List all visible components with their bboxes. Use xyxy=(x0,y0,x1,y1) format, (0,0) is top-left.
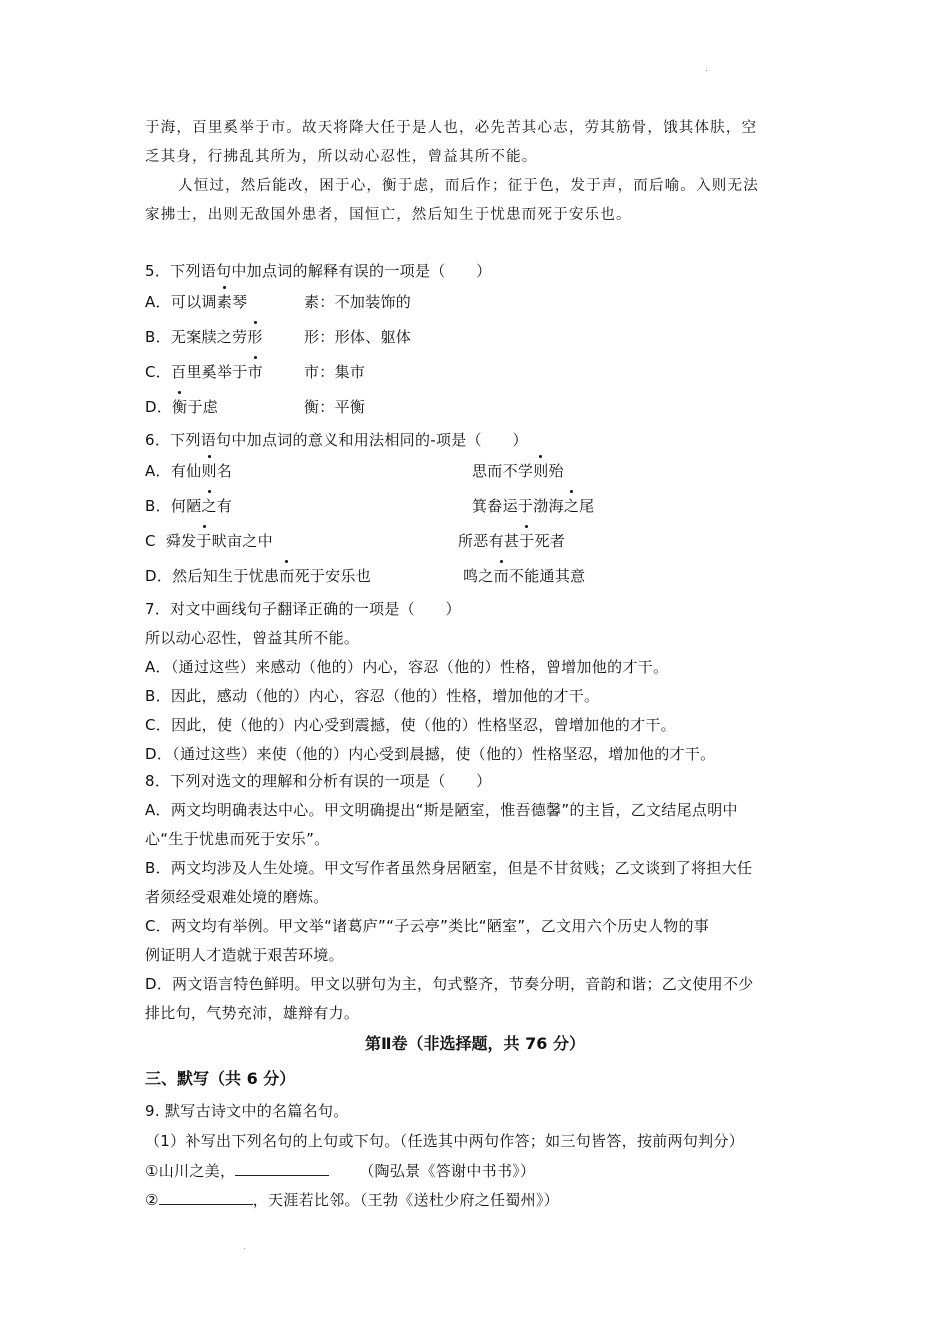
q8-option-a-line-2: 心“生于忧患而死于安乐”。 xyxy=(145,830,330,848)
option-text-post: 琴 xyxy=(232,293,248,311)
q9-item-2 xyxy=(145,1189,559,1210)
answer-blank[interactable] xyxy=(159,1190,253,1205)
q7-option-d: D．（通过这些）来使（他的）内心受到晨撼，使（他的）性格坚忍，增加他的才干。 xyxy=(145,745,716,763)
q9-sub1: （1）补写出下列名句的上句或下句。（任选其中两句作答；如三句皆答，按前两句判分） xyxy=(145,1132,745,1150)
q8-option-d-line-1: D．两文语言特色鲜明。甲文以骈句为主，句式整齐，节奏分明，音韵和谐；乙文使用不少 xyxy=(145,975,754,993)
passage-line-4: 家拂士，出则无敌国外患者，国恒亡，然后知生于忧患而死于安乐也。 xyxy=(145,207,632,223)
q6-option-c-left xyxy=(145,530,273,551)
option-letter: C xyxy=(145,532,156,550)
dotted-word: 之 xyxy=(563,497,580,515)
q9-item-1 xyxy=(145,1160,535,1181)
option-text-pre: 百里奚举于 xyxy=(171,363,248,381)
option-letter: A． xyxy=(145,293,171,311)
dotted-word: 而 xyxy=(279,567,295,585)
passage-line-1: 于海，百里奚举于市。故天将降大任于是人也，必先苦其心志，劳其筋骨，饿其体肤，空 xyxy=(145,120,758,136)
dotted-word: 衡 xyxy=(172,398,188,416)
option-letter: D． xyxy=(145,398,173,416)
section-3-title: 三、默写（共 6 分） xyxy=(145,1069,296,1088)
option-letter: B． xyxy=(145,497,171,515)
option-text-pre: 思而不学 xyxy=(472,462,534,480)
q5-option-d-note: 衡：平衡 xyxy=(304,398,366,416)
item-text-post: ，天涯若比邻。（王勃《送杜少府之任蜀州》） xyxy=(252,1191,560,1209)
scan-speck xyxy=(706,70,707,71)
dotted-word: 于 xyxy=(519,532,535,550)
passage-line-2: 乏其身，行拂乱其所为，所以动心忍性，曾益其所不能。 xyxy=(145,149,538,165)
q6-option-a-right xyxy=(472,460,564,481)
option-text-post: 殆 xyxy=(548,462,564,480)
q7-option-a: A．（通过这些）来感动（他的）内心，容忍（他的）性格，曾增加他的才干。 xyxy=(145,658,669,676)
q5-option-a xyxy=(145,291,247,312)
option-text-post: 畎亩之中 xyxy=(211,532,273,550)
dotted-word: 市 xyxy=(247,363,263,381)
dotted-word: 则 xyxy=(533,462,549,480)
q8-option-b-line-1: B．两文均涉及人生处境。甲文写作者虽然身居陋室，但是不甘贫贱；乙文谈到了将担大任 xyxy=(145,859,753,877)
option-text-pre: 然后知生于忧患 xyxy=(172,567,280,585)
option-text-pre: 所恶有甚 xyxy=(458,532,520,550)
q5-option-b-note: 形：形体、躯体 xyxy=(304,328,412,346)
dotted-word: 形 xyxy=(247,328,263,346)
scan-speck xyxy=(244,1248,245,1249)
q7-sentence: 所以动心忍性，曾益其所不能。 xyxy=(145,629,360,647)
q6-option-b-left xyxy=(145,495,232,516)
option-text-post: 有 xyxy=(216,497,233,515)
q5-option-d xyxy=(145,396,218,417)
q7-option-c: C．因此，使（他的）内心受到震撼，使（他的）性格坚忍，曾增加他的才干。 xyxy=(145,716,676,734)
option-text-pre: 无案牍之劳 xyxy=(170,328,248,346)
dotted-word: 素 xyxy=(216,293,233,311)
section-2-title: 第Ⅱ卷（非选择题，共 76 分） xyxy=(365,1034,585,1053)
option-text-pre: 舜发 xyxy=(165,532,197,550)
q6-option-c-right xyxy=(458,530,565,551)
option-letter: B． xyxy=(145,328,171,346)
q8-option-c-line-1: C．两文均有举例。甲文举“诸葛庐”“子云亭”类比“陋室”，乙文用六个历史人物的事 xyxy=(145,917,710,935)
option-text-pre: 箕畚运于渤海 xyxy=(472,497,564,515)
dotted-word: 之 xyxy=(201,497,217,515)
dotted-word: 则 xyxy=(201,462,217,480)
q7-option-b: B．因此，感动（他的）内心，容忍（他的）性格，增加他的才干。 xyxy=(145,687,600,705)
passage-line-3: 人恒过，然后能改，困于心，衡于虑，而后作；征于色，发于声，而后喻。入则无法 xyxy=(178,178,759,194)
option-text-pre: 鸣之 xyxy=(463,567,494,585)
item-text-pre: ② xyxy=(145,1191,159,1209)
item-text-pre: ①山川之美， xyxy=(145,1162,236,1180)
q5-stem: 5．下列语句中加点词的解释有误的一项是（ ） xyxy=(145,262,492,280)
dotted-word: 而 xyxy=(493,567,509,585)
q8-option-a-line-1: A．两文均明确表达中心。甲文明确提出“斯是陋室，惟吾德馨”的主旨，乙文结尾点明中 xyxy=(145,801,738,819)
option-text-post: 死者 xyxy=(534,532,566,550)
q9-stem: 9. 默写古诗文中的名篇名句。 xyxy=(145,1102,349,1120)
q8-option-c-line-2: 例证明人才造就于艰苦环境。 xyxy=(145,946,344,964)
q5-option-a-note: 素：不加装饰的 xyxy=(304,293,412,311)
q7-stem: 7．对文中画线句子翻译正确的一项是（ ） xyxy=(145,600,461,618)
option-text-pre: 有仙 xyxy=(170,462,202,480)
q5-option-c-note: 市：集市 xyxy=(304,363,366,381)
q8-stem: 8．下列对选文的理解和分析有误的一项是（ ） xyxy=(145,772,492,790)
option-text-post: 不能通其意 xyxy=(508,567,586,585)
option-text-post: 尾 xyxy=(579,497,595,515)
option-text-post: 死于安乐也 xyxy=(294,567,372,585)
q5-option-b xyxy=(145,326,263,347)
q6-option-d-left xyxy=(145,565,371,586)
option-letter: C． xyxy=(145,363,172,381)
q5-option-c xyxy=(145,361,263,382)
q6-option-a-left xyxy=(145,460,232,481)
option-text-pre: 何陋 xyxy=(170,497,202,515)
option-text-post: 于虑 xyxy=(187,398,219,416)
q8-option-d-line-2: 排比句，气势充沛，雄辩有力。 xyxy=(145,1004,360,1022)
q8-option-b-line-2: 者须经受艰难处境的磨炼。 xyxy=(145,888,329,906)
option-letter: A． xyxy=(145,462,171,480)
q6-stem: 6．下列语句中加点词的意义和用法相同的-项是（ ） xyxy=(145,431,528,449)
item-source: （陶弘景《答谢中书书》） xyxy=(359,1162,536,1180)
option-text-pre: 可以调 xyxy=(170,293,217,311)
answer-blank[interactable] xyxy=(235,1161,329,1176)
dotted-word: 于 xyxy=(196,532,212,550)
option-text-post: 名 xyxy=(216,462,233,480)
option-letter: D． xyxy=(145,567,173,585)
q6-option-b-right xyxy=(472,495,594,516)
q6-option-d-right xyxy=(463,565,585,586)
